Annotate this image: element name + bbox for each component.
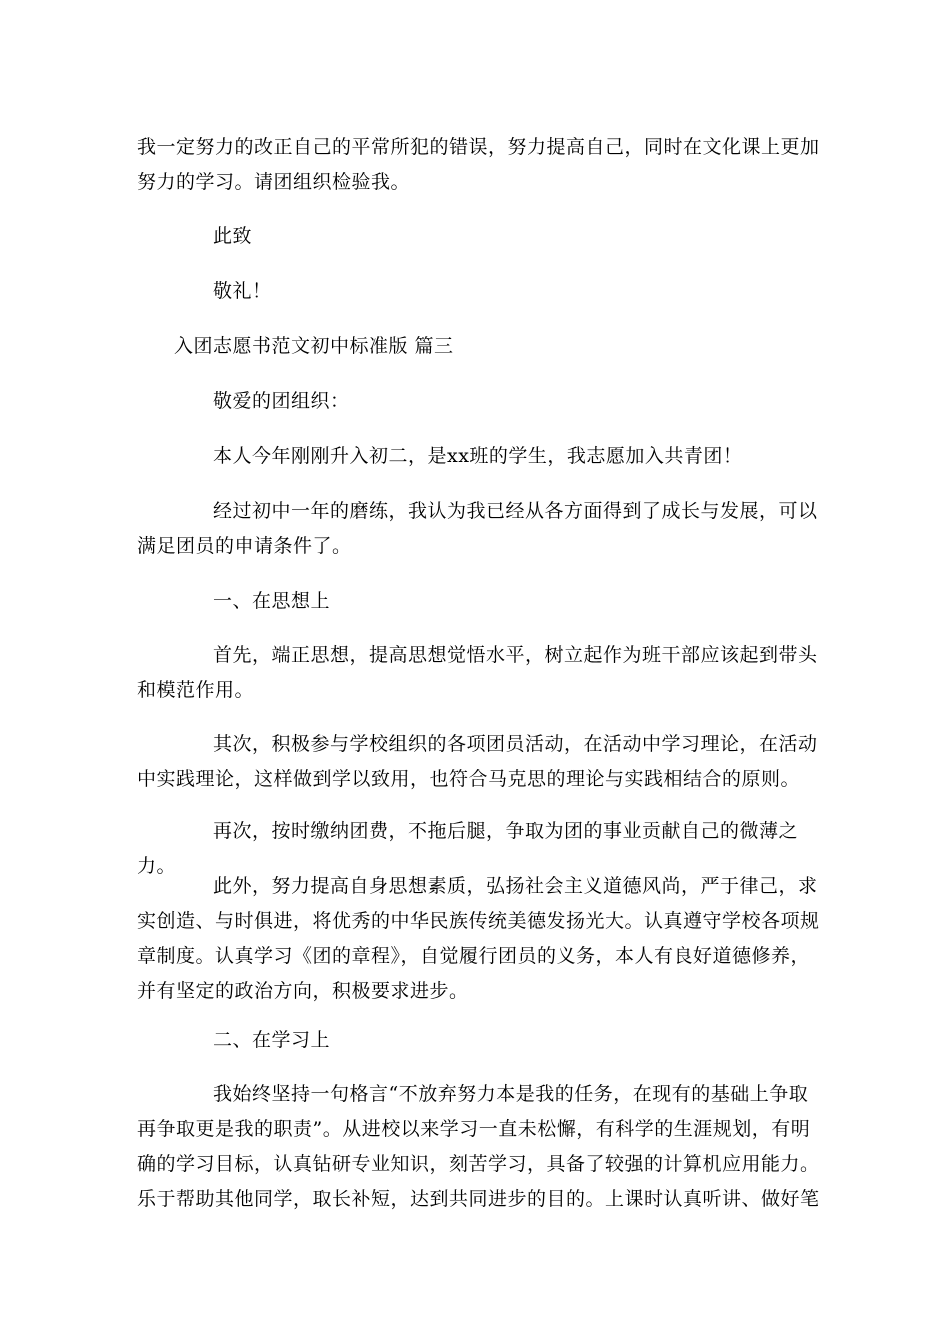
- subheading-thought: 一、在思想上: [213, 590, 331, 612]
- paragraph-growth: 经过初中一年的磨练，我认为我已经从各方面得到了成长与发展，可以满足团员的申请条件了。: [137, 500, 818, 557]
- paragraph-second: 其次，积极参与学校组织的各项团员活动，在活动中学习理论，在活动中实践理论，这样做到学以致用，也符合马克思的理论与实践相结合的原则。: [137, 733, 818, 790]
- paragraph-intro: 本人今年刚刚升入初二，是xx班的学生，我志愿加入共青团！: [213, 445, 743, 467]
- paragraph-continuation: 我一定努力的改正自己的平常所犯的错误，努力提高自己，同时在文化课上更加努力的学习。请团组织检验我。: [137, 136, 820, 193]
- paragraph-motto: 我始终坚持一句格言“不放弃努力本是我的任务，在现有的基础上争取再争取更是我的职责”。从进校以来学习一直未松懈，有科学的生涯规划，有明确的学习目标，认真钻研专业知识，刻苦学习，具备了较强的计算机应用能力。乐于帮助其他同学，取长补短，达到共同进步的目的。上课时认真听讲、做好笔: [137, 1083, 820, 1210]
- paragraph-first: 首先，端正思想，提高思想觉悟水平，树立起作为班干部应该起到带头和模范作用。: [137, 644, 818, 701]
- paragraph-third: 再次，按时缴纳团费，不拖后腿，争取为团的事业贡献自己的微薄之力。: [137, 820, 799, 877]
- paragraph-moreover: 此外，努力提高自身思想素质，弘扬社会主义道德风尚，严于律己，求实创造、与时俱进，将优秀的中华民族传统美德发扬光大。认真遵守学校各项规章制度。认真学习《团的章程》，自觉履行团员的义务，本人有良好道德修养，并有坚定的政治方向，积极要求进步。: [137, 875, 820, 1002]
- closing-regards: 敬礼！: [213, 280, 272, 302]
- subheading-study: 二、在学习上: [213, 1029, 331, 1051]
- letter-greeting: 敬爱的团组织：: [213, 390, 350, 412]
- section-heading: 入团志愿书范文初中标准版 篇三: [174, 335, 454, 357]
- closing-salutation: 此致: [213, 225, 253, 247]
